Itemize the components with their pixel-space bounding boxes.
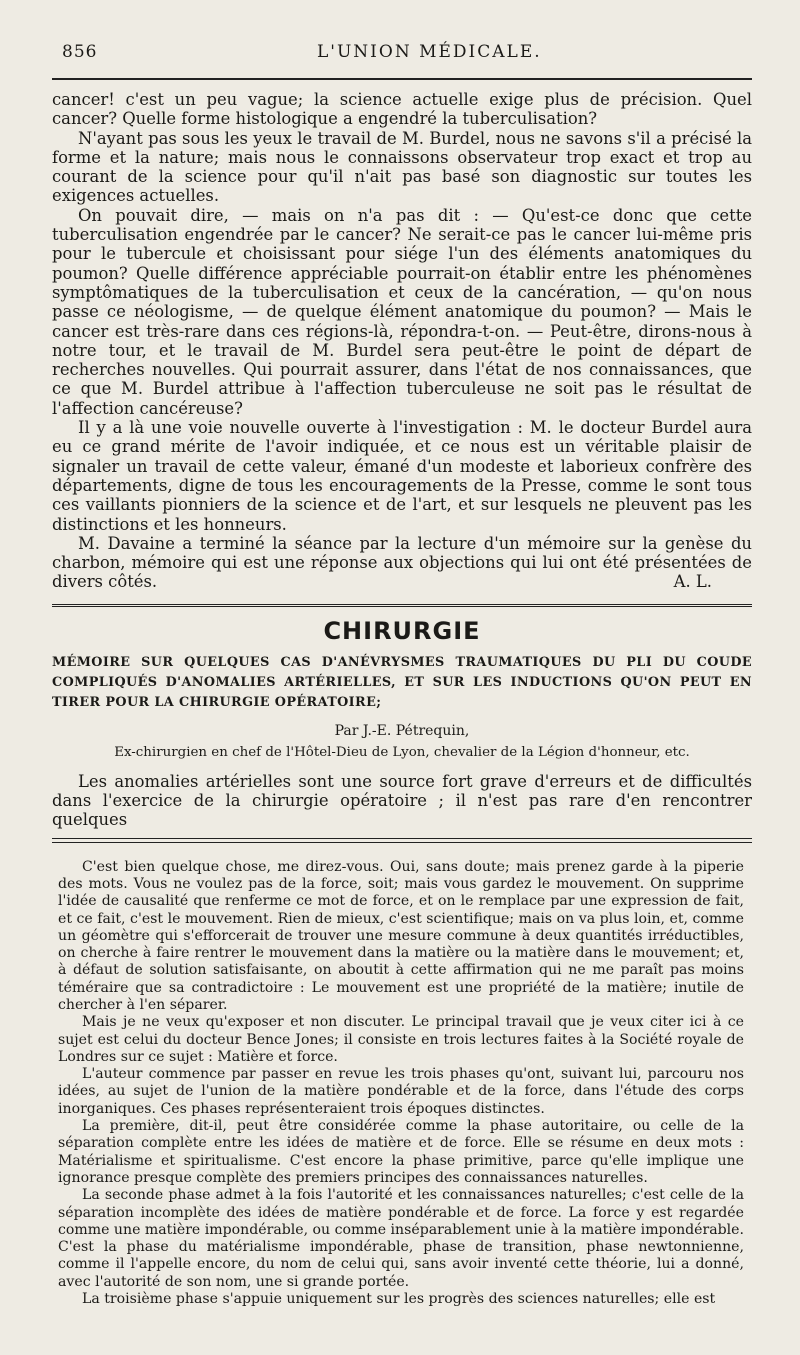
- journal-page: [52, 0, 752, 1308]
- journal-title: L'UNION MÉDICALE.: [317, 42, 542, 62]
- feuilleton-paragraph: C'est bien quelque chose, me direz-vous. Oui, sans doute; mais prenez garde à la piperie des mots. Vous ne voulez pas de la force, soit; mais vous gardez le mouvement. On supprime l'idée de causalité que renferme ce mot de force, et on le remplace par une expression de fait, et ce fait, c'est le mouvement. Rien de mieux, c'est scientifique; mais on va plus loin, et, comme un géomètre qui s'efforcerait de trouver une mesure commune à deux quantités irréductibles, on cherche à faire rentrer le mouvement dans la matière ou la matière dans le mouvement; et, à défaut de solution satisfaisante, on aboutit à cette affirmation qui ne me paraît pas moins téméraire que sa contradictoire : Le mouvement est une propriété de la matière; inutile de chercher à l'en séparer.: [58, 858, 744, 1013]
- byline: Par J.-E. Pétrequin,: [334, 722, 470, 739]
- feuilleton-paragraph: La troisième phase s'appuie uniquement sur les progrès des sciences naturelles; elle est: [82, 1291, 716, 1308]
- paragraph: cancer! c'est un peu vague; la science actuelle exige plus de précision. Quel cancer? Quelle forme histologique a engendré la tuberculisation?: [52, 90, 752, 129]
- running-head: [52, 42, 752, 72]
- feuilleton-separator: [52, 838, 752, 843]
- author-signature: A. L.: [673, 572, 712, 592]
- article-title: MÉMOIRE SUR QUELQUES CAS D'ANÉVRYSMES TRAUMATIQUES DU PLI DU COUDE COMPLIQUÉS D'ANOMALIES ARTÉRIELLES, ET SUR LES INDUCTIONS QU'ON PEUT EN TIRER POUR LA CHIRURGIE OPÉRATOIRE;: [52, 654, 752, 710]
- paragraph: Il y a là une voie nouvelle ouverte à l'investigation : M. le docteur Burdel aura eu ce grand mérite de l'avoir indiquée, et ce nous est un véritable plaisir de signaler un travail de cette valeur, émané d'un modeste et laborieux confrère des départements, digne de tous les encouragements de la Presse, comme le sont tous ces vaillants pionniers de la science et de l'art, et sur lesquels ne pleuvent pas les distinctions et les honneurs.: [52, 418, 752, 534]
- paragraph-text: M. Davaine a terminé la séance par la lecture d'un mémoire sur la genèse du charbon, mémoire qui est une réponse aux objections qui lui ont été présentées de divers côtés.: [52, 533, 752, 592]
- feuilleton-column: [58, 859, 744, 1309]
- header-rule: [52, 78, 752, 80]
- paragraph: [52, 534, 752, 592]
- feuilleton-paragraph: La première, dit-il, peut être considérée comme la phase autoritaire, ou celle de la séparation complète entre les idées de matière et de force. Elle se résume en deux mots : Matérialisme et spiritualisme. C'est encore la phase primitive, parce qu'elle implique une ignorance presque complète des premiers principes des connaissances naturelles.: [58, 1118, 744, 1186]
- feuilleton-paragraph: L'auteur commence par passer en revue les trois phases qu'ont, suivant lui, parcouru nos idées, au sujet de l'union de la matière pondérable et de la force, dans l'étude des corps inorganiques. Ces phases représenteraient trois époques distinctes.: [58, 1066, 744, 1117]
- section-title: CHIRURGIE: [323, 616, 481, 645]
- page-number: 856: [62, 42, 98, 62]
- feuilleton-paragraph: La seconde phase admet à la fois l'autorité et les connaissances naturelles; c'est celle de la séparation incomplète des idées de matière pondérable et de force. La force y est regardée comme une matière impondérable, ou comme inséparablement unie à la matière impondérable. C'est la phase du matérialisme impondérable, phase de transition, phase newtonnienne, comme il l'appelle encore, du nom de celui qui, sans avoir inventé cette théorie, lui a donné, avec l'autorité de son nom, une si grande portée.: [58, 1187, 744, 1290]
- section-rule: [52, 604, 752, 607]
- paragraph: Les anomalies artérielles sont une source fort grave d'erreurs et de difficultés dans l'exercice de la chirurgie opératoire ; il n'est pas rare d'en rencontrer quelques: [52, 771, 752, 830]
- article-opening: [52, 772, 752, 830]
- paragraph: N'ayant pas sous les yeux le travail de M. Burdel, nous ne savons s'il a précisé la forme et la nature; mais nous le connaissons observateur trop exact et trop au courant de la science pour qu'il n'ait pas basé son diagnostic sur toutes les exigences actuelles.: [52, 128, 752, 206]
- author-affiliation: Ex-chirurgien en chef de l'Hôtel-Dieu de Lyon, chevalier de la Légion d'honneur, etc.: [114, 744, 690, 760]
- paragraph: On pouvait dire, — mais on n'a pas dit : — Qu'est-ce donc que cette tuberculisation engendrée par le cancer? Ne serait-ce pas le cancer lui-même pris pour le tubercule et choisissant pour siége l'un des éléments anatomiques du poumon? Quelle différence appréciable pourrait-on établir entre les phénomènes symptômatiques de la tuberculisation et ceux de la cancération, — qu'on nous passe ce néologisme, — de quelque élément anatomique du poumon? — Mais le cancer est très-rare dans ces régions-là, répondra-t-on. — Peut-être, dirons-nous à notre tour, et le travail de M. Burdel sera peut-être le point de départ de recherches nouvelles. Qui pourrait assurer, dans l'état de nos connaissances, que ce que M. Burdel attribue à l'affection tuberculeuse ne soit pas le résultat de l'affection cancéreuse?: [52, 205, 752, 418]
- main-column: [52, 90, 752, 592]
- feuilleton-paragraph: Mais je ne veux qu'exposer et non discuter. Le principal travail que je veux citer ici à ce sujet est celui du docteur Bence Jones; il consiste en trois lectures faites à la Société royale de Londres sur ce sujet : Matière et force.: [58, 1014, 744, 1065]
